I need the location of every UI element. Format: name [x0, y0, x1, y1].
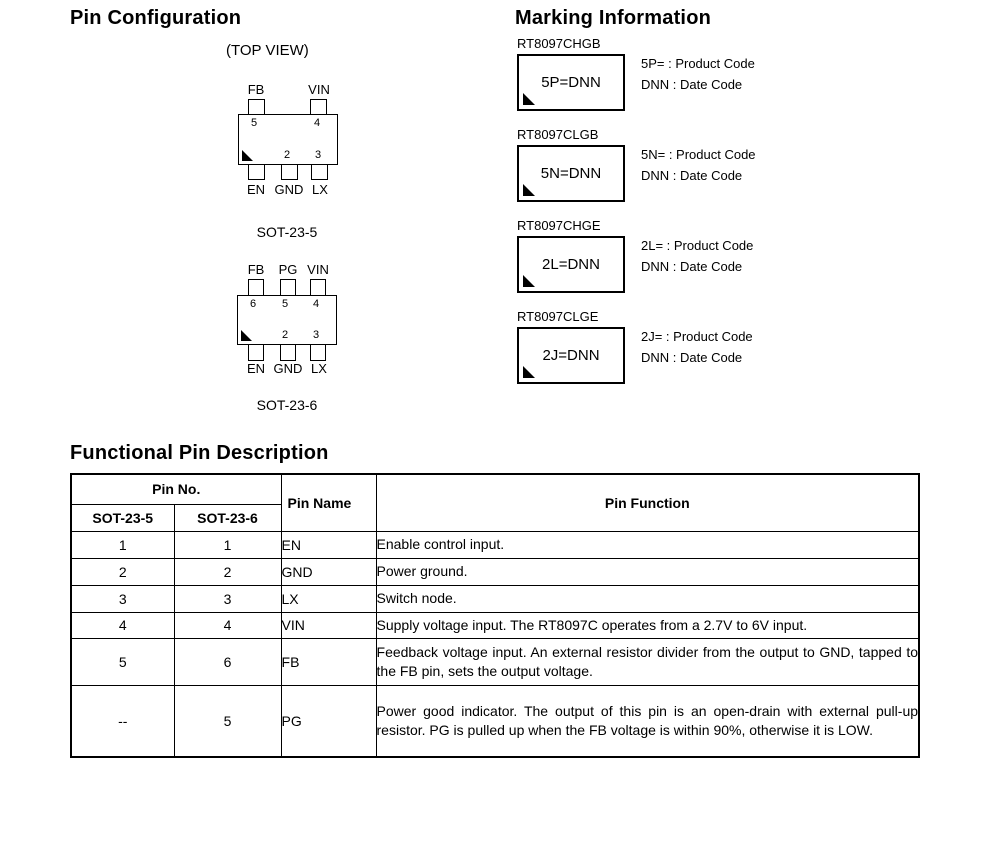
table-row	[71, 685, 919, 757]
part-number: RT8097CLGE	[517, 309, 599, 324]
table-row	[71, 585, 919, 612]
header-pin-name: Pin Name	[281, 474, 376, 531]
pin-number: 5	[250, 117, 258, 129]
cell-pin-function: Switch node.	[376, 585, 919, 612]
pin-pad	[311, 164, 328, 180]
marking-box	[517, 54, 625, 111]
cell-pin-no-sot6: 2	[174, 558, 281, 585]
marking-code: 5P=DNN	[541, 74, 601, 91]
marking-box	[517, 145, 625, 202]
functional-pin-description-title: Functional Pin Description	[70, 442, 329, 464]
cell-pin-name: EN	[281, 531, 376, 558]
pin-description-table	[70, 473, 920, 758]
pin-label-en: EN	[246, 182, 266, 197]
pin-number: 4	[312, 298, 320, 310]
product-code-legend: 5N= : Product Code	[641, 147, 756, 162]
marking-group	[517, 37, 937, 128]
pin-pad	[248, 279, 264, 296]
cell-pin-name: FB	[281, 638, 376, 685]
pin-pad	[280, 344, 296, 361]
pin-number: 2	[281, 329, 289, 341]
part-number: RT8097CHGB	[517, 36, 601, 51]
part-number: RT8097CLGB	[517, 127, 599, 142]
top-view-label: (TOP VIEW)	[226, 42, 309, 59]
marking-group	[517, 310, 937, 401]
header-sot-23-6: SOT-23-6	[174, 504, 281, 531]
pin1-marker-icon	[241, 330, 252, 341]
cell-pin-no-sot6: 6	[174, 638, 281, 685]
marking-group	[517, 128, 937, 219]
pin-label-fb: FB	[247, 82, 265, 97]
pin-number: 6	[249, 298, 257, 310]
header-pin-function: Pin Function	[376, 474, 919, 531]
date-code-legend: DNN : Date Code	[641, 77, 743, 92]
cell-pin-no-sot6: 3	[174, 585, 281, 612]
pin-label-gnd: GND	[274, 182, 304, 197]
marking-code: 5N=DNN	[540, 165, 602, 182]
cell-pin-function: Feedback voltage input. An external resistor divider from the output to GND, tapped to the FB pin, sets the output voltage.	[376, 638, 919, 685]
pin-number: 3	[312, 329, 320, 341]
cell-pin-no-sot5: 3	[71, 585, 174, 612]
date-code-legend: DNN : Date Code	[641, 168, 743, 183]
pin1-marker-icon	[523, 93, 535, 105]
cell-pin-name: LX	[281, 585, 376, 612]
pin1-marker-icon	[242, 150, 253, 161]
pin-number: 4	[313, 117, 321, 129]
product-code-legend: 2J= : Product Code	[641, 329, 753, 344]
pin-label-fb: FB	[247, 262, 265, 277]
cell-pin-no-sot5: 2	[71, 558, 174, 585]
cell-pin-function: Power ground.	[376, 558, 919, 585]
table-row	[71, 558, 919, 585]
pin-label-lx: LX	[312, 182, 328, 197]
pin1-marker-icon	[523, 366, 535, 378]
product-code-legend: 2L= : Product Code	[641, 238, 754, 253]
cell-pin-function: Supply voltage input. The RT8097C operates from a 2.7V to 6V input.	[376, 612, 919, 638]
marking-code: 2L=DNN	[542, 256, 600, 273]
pin-label-vin: VIN	[308, 82, 330, 97]
pin-number: 3	[314, 149, 322, 161]
pin-pad	[281, 164, 298, 180]
cell-pin-name: GND	[281, 558, 376, 585]
cell-pin-no-sot5: 4	[71, 612, 174, 638]
header-sot-23-5: SOT-23-5	[71, 504, 174, 531]
marking-information-title: Marking Information	[515, 7, 712, 29]
pin-label-vin: VIN	[307, 262, 329, 277]
pin-label-lx: LX	[311, 361, 327, 376]
pin-pad	[310, 344, 326, 361]
marking-box	[517, 327, 625, 384]
cell-pin-name: PG	[281, 685, 376, 757]
pin-pad	[310, 99, 327, 115]
part-number: RT8097CHGE	[517, 218, 601, 233]
date-code-legend: DNN : Date Code	[641, 259, 743, 274]
package-caption: SOT-23-6	[256, 397, 318, 413]
cell-pin-no-sot6: 4	[174, 612, 281, 638]
cell-pin-no-sot5: --	[71, 685, 174, 757]
pin1-marker-icon	[523, 184, 535, 196]
cell-pin-no-sot6: 1	[174, 531, 281, 558]
cell-pin-no-sot5: 1	[71, 531, 174, 558]
product-code-legend: 5P= : Product Code	[641, 56, 755, 71]
pin-pad	[310, 279, 326, 296]
pin-pad	[248, 99, 265, 115]
pin-label-pg: PG	[278, 262, 298, 277]
cell-pin-name: VIN	[281, 612, 376, 638]
table-row	[71, 612, 919, 638]
date-code-legend: DNN : Date Code	[641, 350, 743, 365]
pin-pad	[248, 344, 264, 361]
pin1-marker-icon	[523, 275, 535, 287]
marking-group	[517, 219, 937, 310]
pin-pad	[280, 279, 296, 296]
pin-label-en: EN	[246, 361, 266, 376]
table-row	[71, 638, 919, 685]
package-caption: SOT-23-5	[256, 224, 318, 240]
table-row	[71, 531, 919, 558]
header-pin-no: Pin No.	[71, 474, 281, 504]
pin-number: 2	[283, 149, 291, 161]
pin-number: 5	[281, 298, 289, 310]
marking-box	[517, 236, 625, 293]
pin-label-gnd: GND	[273, 361, 303, 376]
pin-pad	[248, 164, 265, 180]
pin-configuration-title: Pin Configuration	[70, 7, 242, 29]
cell-pin-function: Enable control input.	[376, 531, 919, 558]
cell-pin-no-sot6: 5	[174, 685, 281, 757]
marking-code: 2J=DNN	[542, 347, 600, 364]
cell-pin-no-sot5: 5	[71, 638, 174, 685]
cell-pin-function: Power good indicator. The output of this pin is an open-drain with external pull-up resistor. PG is pulled up when the FB voltage is within 90%, otherwise it is LOW.	[376, 685, 919, 757]
